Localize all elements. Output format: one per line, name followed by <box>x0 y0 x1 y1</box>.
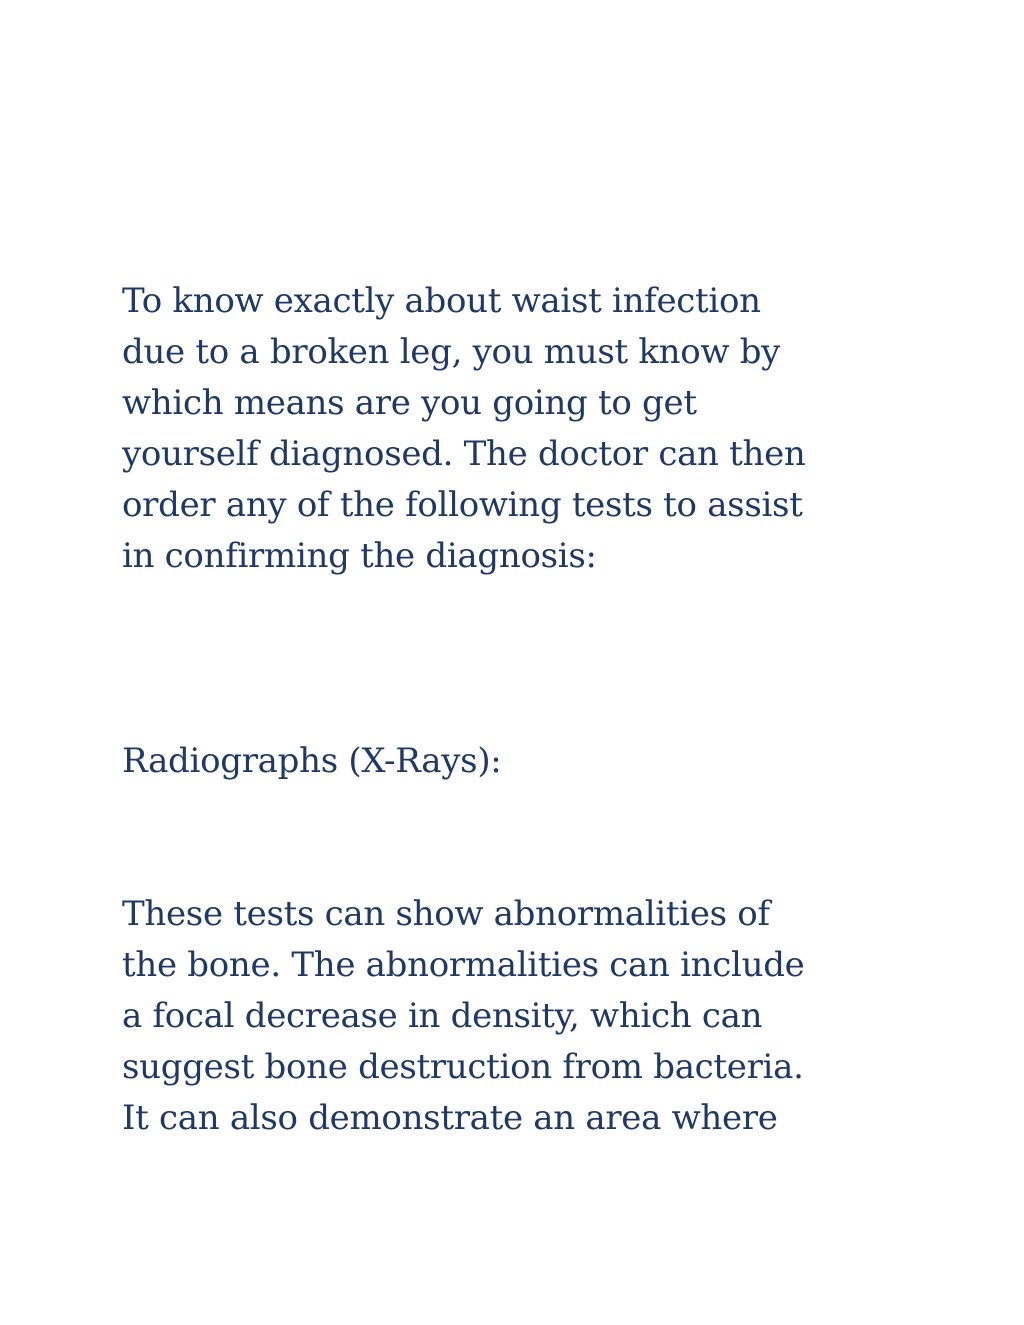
paragraph-1-line-5: order any of the following tests to assist <box>122 485 803 525</box>
paragraph-2-line-5: It can also demonstrate an area where <box>122 1098 778 1138</box>
paragraph-2-line-2: the bone. The abnormalities can include <box>122 945 805 985</box>
paragraph-2-line-3: a focal decrease in density, which can <box>122 996 763 1036</box>
paragraph-2-line-4: suggest bone destruction from bacteria. <box>122 1047 804 1087</box>
paragraph-1-line-4: yourself diagnosed. The doctor can then <box>122 434 806 474</box>
paragraph-1-line-1: To know exactly about waist infection <box>122 281 761 321</box>
section-heading: Radiographs (X-Rays): <box>122 741 502 781</box>
paragraph-2-line-1: These tests can show abnormalities of <box>122 894 770 934</box>
paragraph-1-line-3: which means are you going to get <box>122 383 697 423</box>
paragraph-1-line-6: in confirming the diagnosis: <box>122 536 597 576</box>
paragraph-1-line-2: due to a broken leg, you must know by <box>122 332 781 372</box>
